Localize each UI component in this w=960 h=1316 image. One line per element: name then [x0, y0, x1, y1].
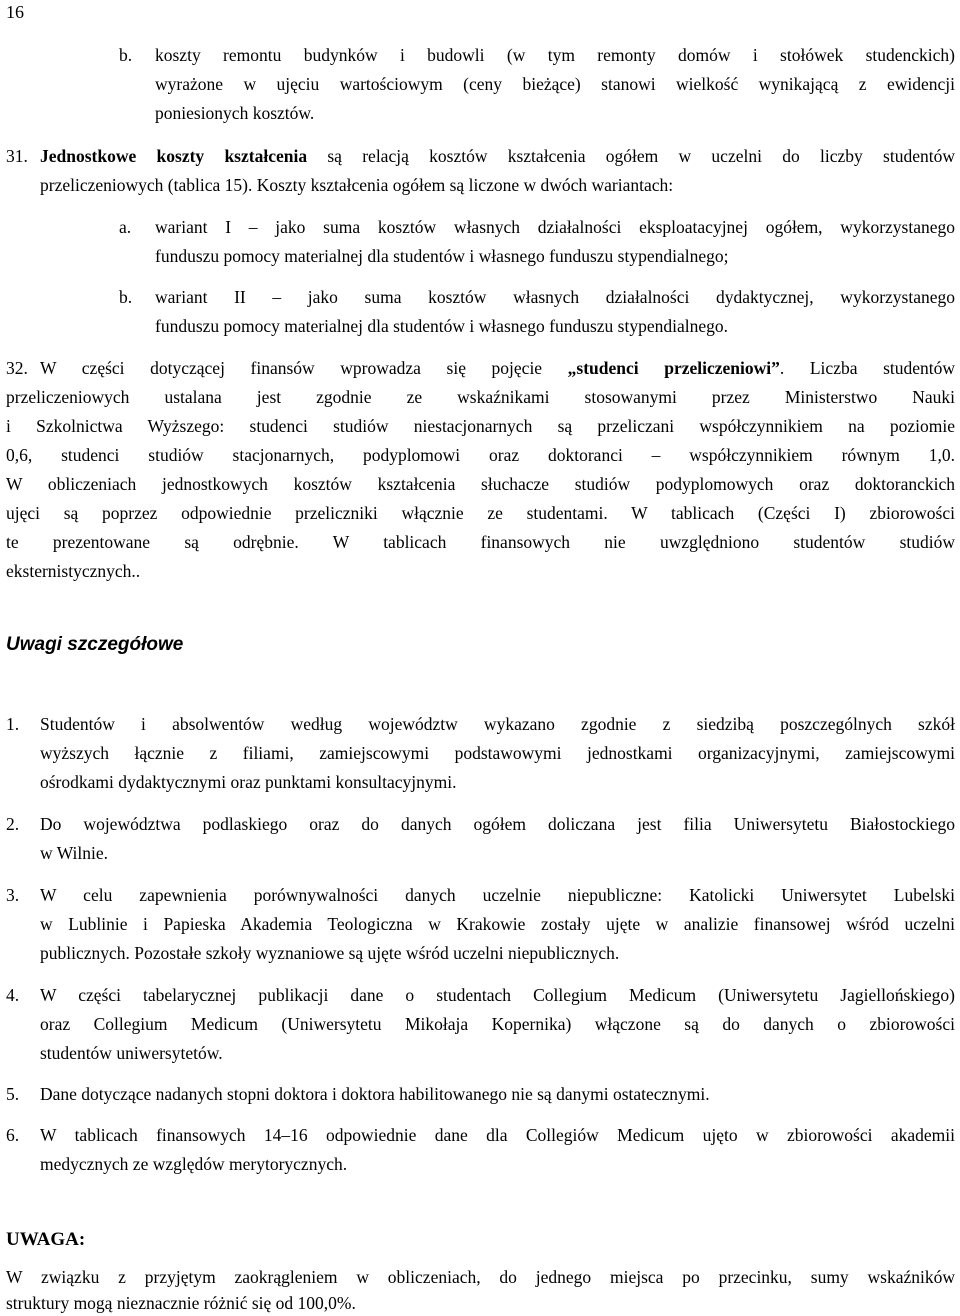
text-line: Do województwa podlaskiego oraz do danych ogółem doliczana jest filia Uniwersytetu Białostockiego	[40, 814, 955, 834]
text-line: medycznych ze względów merytorycznych.	[40, 1154, 348, 1174]
text-line: przeliczeniowych (tablica 15). Koszty kształcenia ogółem są liczone w dwóch wariantach:	[40, 175, 674, 195]
list-label: b.	[119, 287, 133, 307]
text-line: W części tabelarycznej publikacji dane o studentach Collegium Medicum (Uniwersytetu Jagiellońskiego)	[40, 985, 955, 1005]
note-number: 5.	[6, 1084, 20, 1104]
text-line: oraz Collegium Medicum (Uniwersytetu Mikołaja Kopernika) włączone są do danych o zbiorowości	[40, 1014, 955, 1034]
text-line: Studentów i absolwentów według województw wykazano zgodnie z siedzibą poszczególnych szkół	[40, 714, 955, 734]
variant-b	[119, 283, 955, 341]
text-line: W części dotyczącej finansów wprowadza się pojęcie „studenci przeliczeniowi”. Liczba studentów	[40, 358, 956, 378]
text-line: i Szkolnictwa Wyższego: studenci studiów niestacjonarnych są przeliczani współczynnikiem na poziomie	[6, 416, 955, 436]
bold-term: Jednostkowe koszty kształcenia	[40, 146, 308, 166]
text-line: wariant II – jako suma kosztów własnych działalności dydaktycznej, wykorzystanego	[155, 287, 955, 307]
text-line: eksternistycznych..	[6, 561, 141, 581]
text-line: W związku z przyjętym zaokrągleniem w obliczeniach, do jednego miejsca po przecinku, sumy wskaźników	[6, 1267, 955, 1287]
text-line: koszty remontu budynków i budowli (w tym remonty domów i stołówek studenckich)	[155, 45, 955, 65]
note-item-2	[6, 810, 955, 868]
text-line: ujęci są poprzez odpowiednie przeliczniki włącznie ze studentami. W tablicach (Części I) zbiorowości	[6, 503, 955, 523]
paragraph-number: 31.	[6, 146, 28, 166]
list-label: b.	[119, 45, 133, 65]
paragraph-number: 32.	[6, 358, 28, 378]
text-line: wyrażone w ujęciu wartościowym (ceny bieżące) stanowi wielkość wynikającą z ewidencji	[155, 74, 955, 94]
text-line: te prezentowane są odrębnie. W tablicach finansowych nie uwzględniono studentów studiów	[6, 532, 955, 552]
text-line: W obliczeniach jednostkowych kosztów kształcenia słuchacze studiów podyplomowych oraz doktoranckich	[6, 474, 955, 494]
text-line: funduszu pomocy materialnej dla studentów i własnego funduszu stypendialnego.	[155, 316, 728, 336]
variant-a	[119, 213, 955, 271]
note-item-6	[6, 1121, 955, 1179]
text-line: przeliczeniowych ustalana jest zgodnie ze wskaźnikami stosowanymi przez Ministerstwo Nauki	[6, 387, 955, 407]
note-number: 2.	[6, 814, 20, 834]
text-line: w Lublinie i Papieska Akademia Teologiczna w Krakowie zostały ujęte w analizie finansowej wśród uczelni	[40, 914, 955, 934]
note-item-3	[6, 881, 955, 968]
page-number: 16	[6, 2, 24, 22]
paragraph-32	[6, 354, 955, 586]
note-item-1	[6, 710, 955, 797]
text-line: ośrodkami dydaktycznymi oraz punktami konsultacyjnymi.	[40, 772, 457, 792]
note-number: 4.	[6, 985, 20, 1005]
intro-item-b	[119, 41, 955, 128]
text-line: funduszu pomocy materialnej dla studentów i własnego funduszu stypendialnego;	[155, 246, 729, 266]
note-item-4	[6, 981, 955, 1068]
text-line: W celu zapewnienia porównywalności danych uczelnie niepubliczne: Katolicki Uniwersytet Lubelski	[40, 885, 955, 905]
text-line: W tablicach finansowych 14–16 odpowiednie dane dla Collegiów Medicum ujęto w zbiorowości akademii	[40, 1125, 955, 1145]
note-number: 3.	[6, 885, 20, 905]
text-line: 0,6, studenci studiów stacjonarnych, podyplomowi oraz doktoranci – współczynnikiem równym 1,0.	[6, 445, 955, 465]
uwaga-heading: UWAGA:	[6, 1229, 86, 1250]
text-line: w Wilnie.	[40, 843, 108, 863]
text-line: wyższych łącznie z filiami, zamiejscowymi podstawowymi jednostkami organizacyjnymi, zamiejscowymi	[40, 743, 955, 763]
bold-term: „studenci przeliczeniowi”	[567, 358, 780, 378]
text-line: Dane dotyczące nadanych stopni doktora i doktora habilitowanego nie są danymi ostatecznymi.	[40, 1084, 710, 1104]
list-label: a.	[119, 217, 132, 237]
note-number: 6.	[6, 1125, 20, 1145]
text-line: struktury mogą nieznacznie różnić się od 100,0%.	[6, 1293, 356, 1313]
section-heading: Uwagi szczegółowe	[6, 634, 184, 655]
text-line: Jednostkowe koszty kształcenia są relacją kosztów kształcenia ogółem w uczelni do liczby studentów	[40, 146, 955, 166]
uwaga-note	[6, 1264, 955, 1316]
text-line: studentów uniwersytetów.	[40, 1043, 223, 1063]
text-line: poniesionych kosztów.	[155, 103, 315, 123]
note-item-5	[6, 1080, 955, 1109]
text-line: wariant I – jako suma kosztów własnych działalności eksploatacyjnej ogółem, wykorzystanego	[155, 217, 955, 237]
note-number: 1.	[6, 714, 20, 734]
text-line: publicznych. Pozostałe szkoły wyznaniowe są ujęte wśród uczelni niepublicznych.	[40, 943, 620, 963]
paragraph-31	[6, 142, 955, 200]
